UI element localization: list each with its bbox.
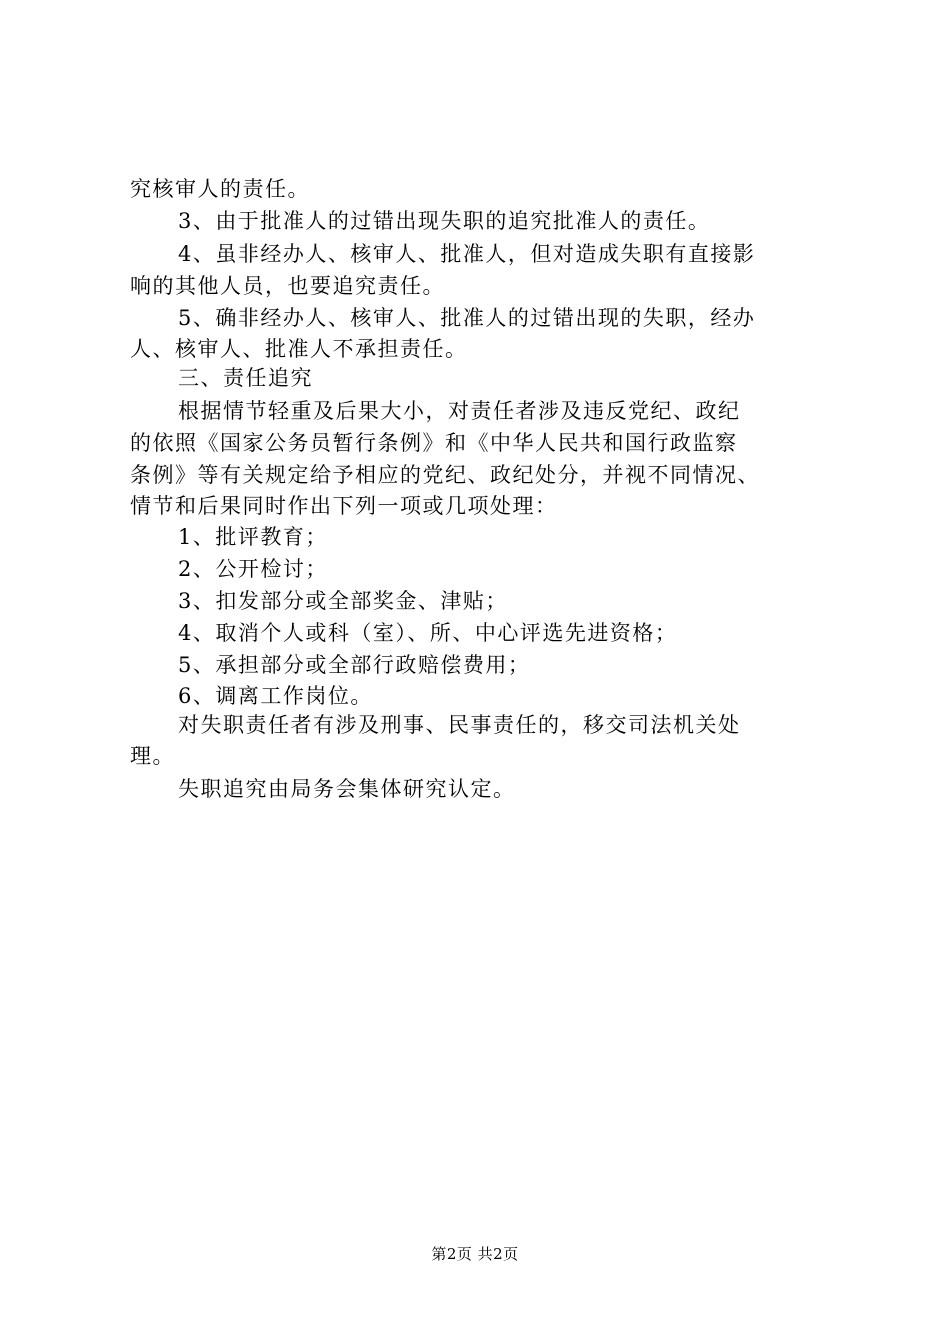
text-line: 4、虽非经办人、核审人、批准人，但对造成失职有直接影 xyxy=(178,242,756,266)
text-line: 5、确非经办人、核审人、批准人的过错出现的失职，经办 xyxy=(178,306,756,330)
list-item: 5、承担部分或全部行政赔偿费用； xyxy=(178,653,531,677)
section-heading: 三、责任追究 xyxy=(178,366,313,390)
list-item: 1、批评教育； xyxy=(178,525,328,549)
list-item: 4、取消个人或科（室）、所、中心评选先进资格； xyxy=(178,621,678,645)
list-item: 2、公开检讨； xyxy=(178,557,328,581)
text-line: 条例》等有关规定给予相应的党纪、政纪处分，并视不同情况、 xyxy=(130,463,760,487)
text-line: 的依照《国家公务员暂行条例》和《中华人民共和国行政监察 xyxy=(130,431,738,455)
list-item: 6、调离工作岗位。 xyxy=(178,684,373,708)
text-line: 根据情节轻重及后果大小，对责任者涉及违反党纪、政纪 xyxy=(178,399,741,423)
page-footer: 第2页 共2页 xyxy=(431,1245,519,1263)
text-line: 人、核审人、批准人不承担责任。 xyxy=(130,337,468,361)
text-line: 理。 xyxy=(130,744,175,768)
text-line: 响的其他人员，也要追究责任。 xyxy=(130,274,445,298)
text-line: 失职追究由局务会集体研究认定。 xyxy=(178,777,516,801)
list-item: 3、扣发部分或全部奖金、津贴； xyxy=(178,589,508,613)
text-line: 对失职责任者有涉及刑事、民事责任的，移交司法机关处 xyxy=(178,713,741,737)
text-line: 3、由于批准人的过错出现失职的追究批准人的责任。 xyxy=(178,209,711,233)
text-line: 究核审人的责任。 xyxy=(130,177,310,201)
text-line: 情节和后果同时作出下列一项或几项处理： xyxy=(130,494,558,518)
